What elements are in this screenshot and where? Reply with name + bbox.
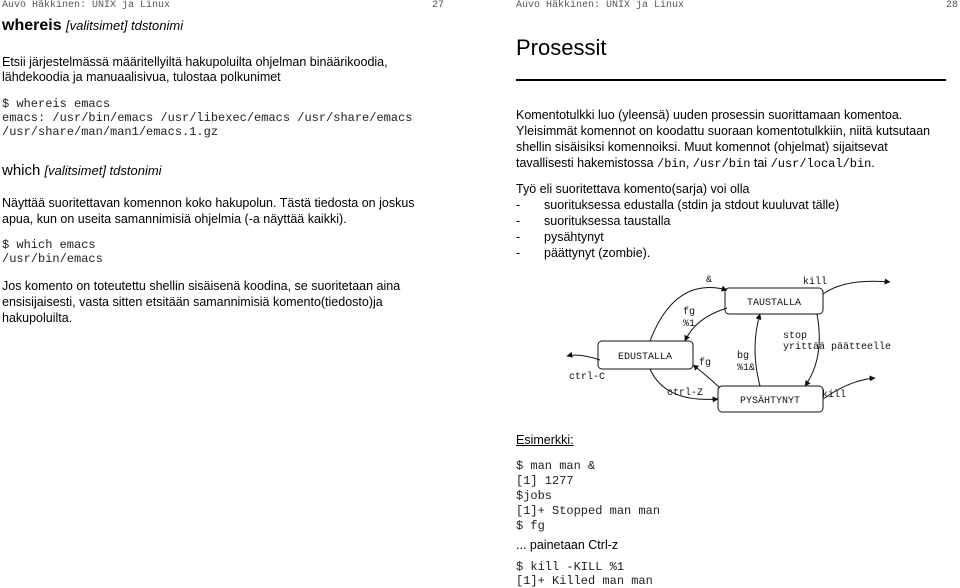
example2-line-2: [1]+ Killed man man [516, 574, 653, 588]
example1-line-1: $ man man & [516, 459, 596, 473]
whereis-args: [valitsimet] tdstonimi [66, 18, 184, 33]
label-fg-1b: %1 [683, 319, 696, 330]
which-example-line-1: $ which emacs [2, 238, 96, 252]
bullet: - [516, 214, 521, 228]
state-foreground-label: EDUSTALLA [617, 352, 673, 363]
arrow-bg [755, 314, 760, 386]
which-desc-line-1: Näyttää suoritettavan komennon koko hakupolun. Tästä tiedosta on joskus [2, 196, 415, 210]
label-ctrl-c: ctrl-C [569, 372, 606, 383]
para1-line-4 [516, 156, 875, 173]
left-header-author: Auvo Häkkinen: UNIX ja Linux [2, 0, 171, 11]
whereis-desc-line-2: lähdekoodia ja manuaalisivua, tulostaa polkunimet [2, 70, 281, 84]
state-background-label: TAUSTALLA [746, 298, 802, 309]
builtin-note-line-2: ensisijaisesti, vasta sitten etsitään samannimisiä komento(tiedosto)ja [2, 295, 383, 309]
builtin-note-line-3: hakupoluilta. [2, 311, 73, 325]
para1-line-3: shellin sisäisiksi komennoiksi. Muut komennot (ohjelmat) sijaitsevat [516, 140, 888, 154]
whereis-heading [2, 17, 183, 35]
whereis-example-line-2: emacs: /usr/bin/emacs /usr/libexec/emacs /usr/share/emacs [2, 111, 413, 125]
process-state-diagram [555, 268, 915, 418]
right-header-author: Auvo Häkkinen: UNIX ja Linux [516, 0, 685, 11]
example1-line-2: [1] 1277 [516, 474, 574, 488]
para2-intro: Työ eli suoritettava komento(sarja) voi olla [516, 182, 750, 196]
whereis-example-line-1: $ whereis emacs [2, 97, 111, 111]
bullet: - [516, 230, 521, 244]
title-rule [516, 79, 946, 81]
para2-item-1-text: suorituksessa edustalla (stdin ja stdout kuuluvat tälle) [544, 198, 840, 212]
which-args: [valitsimet] tdstonimi [44, 163, 162, 178]
example-title: Esimerkki: [516, 433, 574, 447]
label-amp: & [706, 275, 713, 286]
left-page-number: 27 [432, 0, 445, 11]
arrow-ctrl-c [567, 355, 600, 360]
para2-item-2 [516, 214, 671, 230]
whereis-cmd: whereis [2, 17, 62, 34]
para1-line-2: Yleisimmät komennot on koodattu suoraan komentotulkkiin, niitä kutsutaan [516, 124, 931, 138]
path-sep: , [685, 156, 693, 170]
para2-item-4 [516, 246, 651, 262]
path-end: . [871, 156, 875, 170]
path-usr-local-bin: /usr/local/bin [770, 157, 872, 171]
para2-item-3 [516, 230, 604, 246]
para2-item-2-text: suorituksessa taustalla [544, 214, 671, 228]
bullet: - [516, 198, 521, 212]
builtin-note-line-1: Jos komento on toteutettu shellin sisäisenä koodina, se suoritetaan aina [2, 279, 401, 293]
example2-line-1: $ kill -KILL %1 [516, 560, 625, 574]
state-stopped-label: PYSÄHTYNYT [739, 396, 801, 407]
whereis-desc-line-1: Etsii järjestelmässä määritellyiltä hakupoluilta ohjelman binäärikoodia, [2, 55, 388, 69]
path-mid: tai [750, 156, 771, 170]
label-stop-2: yrittää päätteelle [783, 342, 892, 353]
label-kill-top: kill [803, 277, 828, 288]
example1-line-5: $ fg [516, 519, 545, 533]
path-bin: /bin [657, 157, 686, 171]
para2-item-4-text: päättynyt (zombie). [544, 246, 651, 260]
label-fg-2: fg [699, 358, 712, 369]
arrow-kill-top [823, 281, 890, 294]
label-ctrl-z: ctrl-Z [667, 388, 704, 399]
page-title: Prosessit [516, 35, 607, 60]
which-cmd: which [2, 162, 41, 179]
which-example-line-2: /usr/bin/emacs [2, 252, 103, 266]
bullet: - [516, 246, 521, 260]
whereis-example-line-3: /usr/share/man/man1/emacs.1.gz [2, 125, 219, 139]
para2-item-1 [516, 198, 840, 214]
right-page-number: 28 [946, 0, 959, 11]
which-heading [2, 162, 162, 179]
label-stop-1: stop [783, 331, 808, 342]
label-bg-2: %1& [737, 363, 756, 374]
para2-item-3-text: pysähtynyt [544, 230, 604, 244]
para1-line-1: Komentotulkki luo (yleensä) uuden prosessin suorittamaan komentoa. [516, 108, 903, 122]
path-usr-bin: /usr/bin [692, 157, 751, 171]
para1-prefix: tavallisesti hakemistossa [516, 156, 658, 170]
example1-line-4: [1]+ Stopped man man [516, 504, 661, 518]
example1-line-3: $jobs [516, 489, 553, 503]
which-desc-line-2: apua, kun on useita samannimisiä ohjelmia (-a näyttää kaikki). [2, 212, 347, 226]
label-kill-bottom: kill [822, 390, 847, 401]
label-bg-1: bg [737, 351, 750, 362]
label-fg-1: fg [683, 307, 696, 318]
example-note: ... painetaan Ctrl-z [516, 538, 619, 552]
